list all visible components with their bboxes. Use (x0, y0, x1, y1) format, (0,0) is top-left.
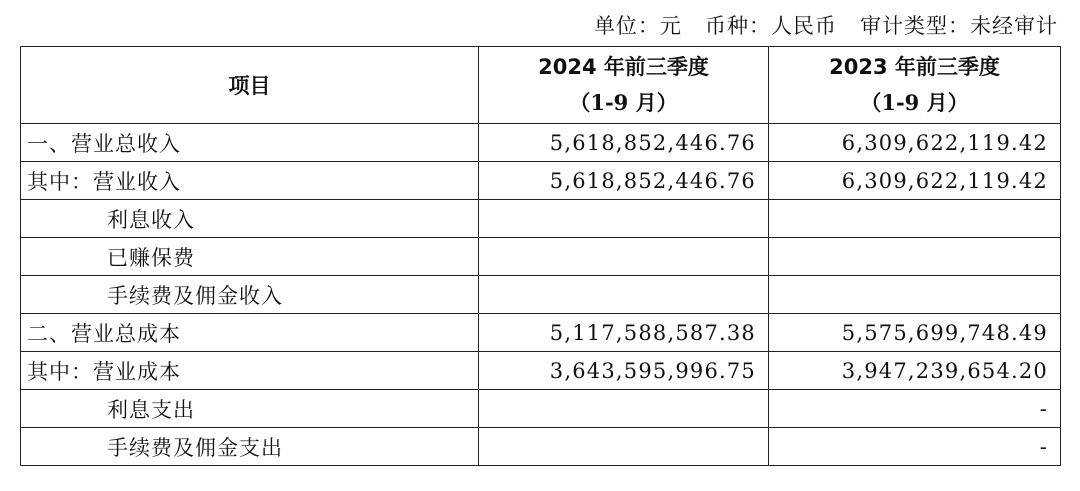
row-label: 其中：营业收入 (21, 162, 479, 200)
value-2023: - (769, 390, 1061, 428)
value-2024: 3,643,595,996.75 (479, 352, 769, 390)
value-2023 (769, 238, 1061, 276)
row-label: 已赚保费 (21, 238, 479, 276)
table-row (21, 276, 1061, 314)
value-2024 (479, 238, 769, 276)
value-2023: 3,947,239,654.20 (769, 352, 1061, 390)
value-2023 (769, 200, 1061, 238)
table-row (21, 352, 1061, 390)
value-2024: 5,618,852,446.76 (479, 162, 769, 200)
value-2023 (769, 276, 1061, 314)
column-header-2023 (769, 47, 1061, 124)
table-body (21, 124, 1061, 466)
value-2024: 5,618,852,446.76 (479, 124, 769, 162)
value-2024 (479, 428, 769, 466)
unit-currency-audit-note: 单位：元 币种：人民币 审计类型：未经审计 (593, 14, 1058, 38)
column-header-2023-period: （1-9 月） (860, 90, 969, 115)
row-label: 其中：营业成本 (21, 352, 479, 390)
row-label: 一、营业总收入 (21, 124, 479, 162)
column-header-2024 (479, 47, 769, 124)
column-header-2024-year: 2024 年前三季度 (538, 55, 709, 79)
row-label: 二、营业总成本 (21, 314, 479, 352)
column-header-item: 项目 (21, 47, 479, 124)
value-2023: 5,575,699,748.49 (769, 314, 1061, 352)
table-row (21, 124, 1061, 162)
table-row (21, 314, 1061, 352)
row-label: 手续费及佣金支出 (21, 428, 479, 466)
value-2024 (479, 390, 769, 428)
value-2023: 6,309,622,119.42 (769, 162, 1061, 200)
table-row (21, 390, 1061, 428)
column-header-2023-year: 2023 年前三季度 (829, 55, 1000, 79)
table-row (21, 200, 1061, 238)
table-row (21, 162, 1061, 200)
income-statement-table (20, 46, 1061, 466)
value-2024: 5,117,588,587.38 (479, 314, 769, 352)
table-row (21, 238, 1061, 276)
row-label: 利息支出 (21, 390, 479, 428)
row-label: 利息收入 (21, 200, 479, 238)
row-label: 手续费及佣金收入 (21, 276, 479, 314)
table-row (21, 428, 1061, 466)
value-2024 (479, 200, 769, 238)
value-2023: 6,309,622,119.42 (769, 124, 1061, 162)
table-header (21, 47, 1061, 124)
value-2024 (479, 276, 769, 314)
column-header-2024-period: （1-9 月） (569, 90, 678, 115)
value-2023: - (769, 428, 1061, 466)
